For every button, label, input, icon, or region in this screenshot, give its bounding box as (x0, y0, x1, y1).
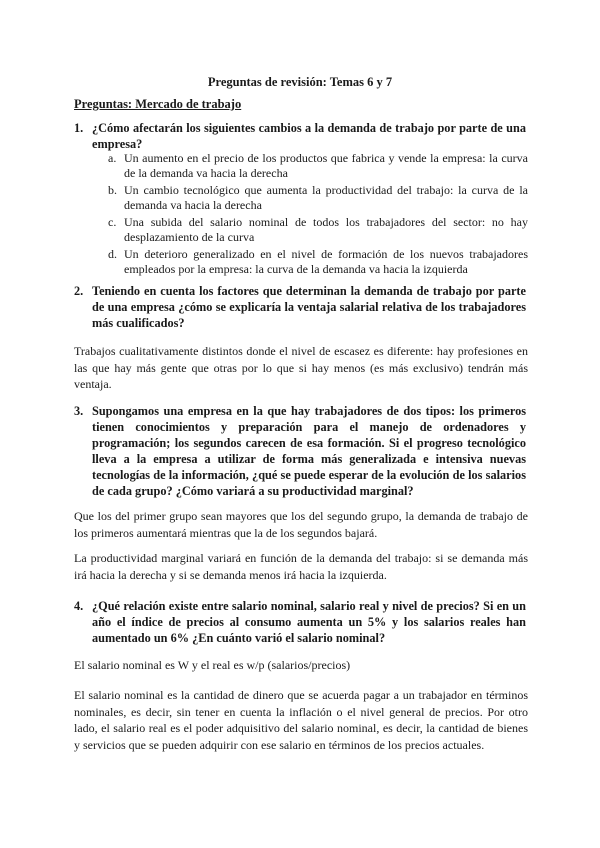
question-number: 4. (74, 599, 84, 613)
option-text: Un aumento en el precio de los productos que fabrica y vende la empresa: la curva de la demanda va hacia la derecha (124, 151, 528, 180)
option-text: Un deterioro generalizado en el nivel de formación de los nuevos trabajadores empleados por la empresa: la curva de la demanda va hacia la izquierda (124, 247, 528, 276)
option-a (108, 151, 528, 181)
section-heading: Preguntas: Mercado de trabajo (74, 97, 242, 111)
question-text: Teniendo en cuenta los factores que determinan la demanda de trabajo por parte de una empresa ¿cómo se explicaría la ventaja salarial relativa de los trabajadores más cualificados? (92, 284, 526, 330)
question-4 (74, 598, 526, 646)
option-c (108, 215, 528, 245)
question-1-options (108, 151, 528, 279)
question-text: Supongamos una empresa en la que hay trabajadores de dos tipos: los primeros tienen conocimientos y preparación para el manejo de ordenadores y programación; los segundos carecen de esa formación. Si el progreso tecnológico lleva a la empresa a utilizar de forma más generalizada e intensiva nuevas tecnologías de la información, ¿qué se puede esperar de la evolución de los salarios de cada grupo? ¿Cómo variará a su productividad marginal? (92, 404, 526, 498)
question-2 (74, 283, 526, 331)
answer-3-paragraph-1: Que los del primer grupo sean mayores que los del segundo grupo, la demanda de trabajo de los primeros aumentará mientras que la de los segundos bajará. (74, 509, 528, 540)
option-label: b. (108, 183, 117, 197)
answer-3-paragraph-2: La productividad marginal variará en función de la demanda del trabajo: si se demanda más irá hacia la derecha y si se demanda menos irá hacia la izquierda. (74, 551, 528, 582)
question-text: ¿Qué relación existe entre salario nominal, salario real y nivel de precios? Si en un año el índice de precios al consumo aumenta un 5% y los salarios reales han aumentado un 6% ¿En cuánto varió el salario nominal? (92, 599, 526, 645)
question-number: 3. (74, 404, 84, 418)
option-label: c. (108, 215, 117, 229)
question-1 (74, 120, 526, 152)
question-number: 2. (74, 284, 84, 298)
page-title: Preguntas de revisión: Temas 6 y 7 (207, 75, 393, 89)
option-label: a. (108, 151, 117, 165)
answer-4-paragraph-2: El salario nominal es la cantidad de dinero que se acuerda pagar a un trabajador en términos nominales, es decir, sin tener en cuenta la inflación o el nivel general de precios. Por otro lado, el salario real es el poder adquisitivo del salario nominal, es decir, la cantidad de bienes y servicios que se pueden adquirir con ese salario en términos de los precios actuales. (74, 688, 528, 752)
question-3 (74, 403, 526, 499)
answer-2: Trabajos cualitativamente distintos donde el nivel de escasez es diferente: hay profesiones en las que hay más gente que otras por lo que si hay menos (es más exclusivo) tendrán más ventaja. (74, 344, 528, 391)
option-label: d. (108, 247, 117, 261)
option-b (108, 183, 528, 213)
answer-4-paragraph-1: El salario nominal es W y el real es w/p (salarios/precios) (74, 658, 351, 672)
question-number: 1. (74, 121, 84, 135)
option-text: Una subida del salario nominal de todos los trabajadores del sector: no hay desplazamiento de la curva (124, 215, 528, 244)
option-d (108, 247, 528, 277)
option-text: Un cambio tecnológico que aumenta la productividad del trabajo: la curva de la demanda va hacia la derecha (124, 183, 528, 212)
question-text: ¿Cómo afectarán los siguientes cambios a la demanda de trabajo por parte de una empresa? (92, 121, 526, 151)
